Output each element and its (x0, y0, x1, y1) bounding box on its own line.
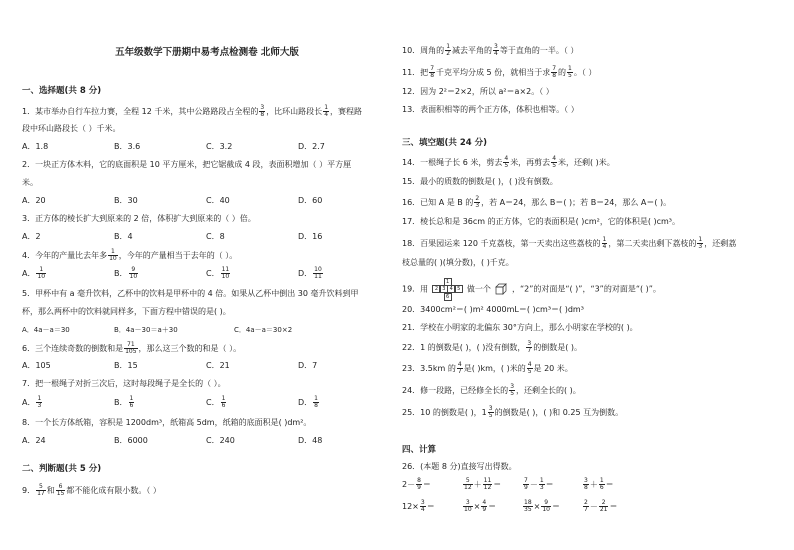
question-25: 25．10 的倒数是( )，1 $\frac{3}{5}$ 的倒数是( )，( )和 0.25 互为倒数。 (402, 405, 624, 419)
calc-item: $\frac{2}{7}$ － $\frac{2}{21}$ ＝ (584, 499, 618, 513)
fraction: $\frac{5}{17}$ (37, 483, 45, 497)
question-8: 8．一个长方体纸箱，容积是 1200dm³，纸箱高 5dm，纸箱的底面积是( )dm²。 (22, 418, 312, 427)
question-16: 16．已知 A 是 B 的 $\frac{2}{3}$ ，若 A＝24，那么 B＝( )；若 B＝24，那么 A＝( )。 (402, 195, 672, 209)
cube-icon (495, 283, 507, 295)
question-2-line1: 2．一块正方体木料，它的底面积是 10 平方厘米，把它锯截成 4 段，表面积增加（ ）平方厘 (22, 160, 352, 169)
question-18-line2: 枝总量的( )(填分数)，( )千克。 (402, 258, 514, 267)
question-5-line2: 杯，那么两杯中的饮料就同样多，下面方程中错误的是( )。 (22, 307, 231, 316)
question-10: 10．周角的 $\frac{1}{2}$ 减去平角的 $\frac{3}{4}$ 等于直角的一半。（ ） (402, 43, 579, 57)
calc-item: $\frac{3}{8}$ ＋ $\frac{1}{6}$ ＝ (584, 477, 614, 491)
question-23: 23．3.5km 的 $\frac{4}{7}$ 是( )km，( )米的 $\frac{4}{5}$ 是 20 米。 (402, 361, 573, 375)
cube-net-figure: 1 2 3 4 5 6 (433, 278, 463, 300)
question-9: 9． $\frac{5}{17}$ 和 $\frac{6}{15}$ 都不能化成有限小数。（ ） (22, 483, 161, 497)
question-2-options: A．20 B．30 C．40 D．60 (22, 196, 323, 205)
question-4-options: A． $\frac{1}{10}$ B． $\frac{9}{10}$ C． $\frac{11}{10}$ D． $\frac{10}{11}$ (22, 266, 322, 280)
question-24: 24．修一段路，已经修全长的 $\frac{3}{5}$ ，还剩全长的( )。 (402, 383, 581, 397)
question-14: 14．一根绳子长 6 米，剪去 $\frac{4}{5}$ 米，再剪去 $\frac{4}{5}$ 米，还剩( )米。 (402, 155, 615, 169)
question-17: 17．棱长总和是 36cm 的正方体，它的表面积是( )cm²，它的体积是( )cm³。 (402, 217, 681, 226)
question-12: 12．因为 2²＝2×2，所以 a²＝a×2。（ ） (402, 87, 554, 96)
question-20: 20．3400cm²＝( )m² 4000mL＝( )cm³＝( )dm³ (402, 305, 584, 314)
question-22: 22．1 的倒数是( )，( )没有倒数， $\frac{3}{7}$ 的倒数是( )。 (402, 340, 583, 354)
question-5-options: A．4a－a＝30 B．4a－30＝a＋30 C．4a－a＝30×2 (22, 326, 293, 334)
question-2-line2: 米。 (22, 178, 38, 187)
question-3-options: A．2 B．4 C．8 D．16 (22, 232, 323, 241)
fraction: $\frac{1}{10}$ (109, 248, 117, 262)
question-8-options: A．24 B．6000 C．240 D．48 (22, 436, 323, 445)
section-choice-heading: 一、选择题(共 8 分) (22, 86, 102, 96)
calc-item: $\frac{3}{10}$ × $\frac{4}{9}$ ＝ (464, 499, 497, 513)
section-fill-heading: 三、填空题(共 24 分) (402, 138, 488, 148)
question-5-line1: 5．甲杯中有 a 毫升饮料，乙杯中的饮料是甲杯中的 4 倍。如果从乙杯中倒出 30 毫升饮料到甲 (22, 289, 359, 298)
question-21: 21．学校在小明家的北偏东 30°方向上，那么小明家在学校的( )。 (402, 323, 638, 332)
fraction: $\frac{6}{15}$ (56, 483, 65, 497)
question-1-line1: 1．某市举办自行车拉力赛，全程 12 千米，其中公路路段占全程的 $\frac{3}{8}$ ，比环山路段长 $\frac{1}{4}$ ，赛程路 (22, 104, 363, 118)
question-7-options: A． $\frac{1}{3}$ B． $\frac{1}{6}$ C． $\frac{1}{6}$ D． $\frac{1}{8}$ (22, 395, 318, 409)
question-18-line1: 18．百果园运来 120 千克荔枝，第一天卖出这些荔枝的 $\frac{1}{4}$ ，第二天卖出剩下荔枝的 $\frac{1}{3}$ ，还剩荔 (402, 236, 737, 250)
question-13: 13．表面积相等的两个正方体，体积也相等。（ ） (402, 105, 579, 114)
section-judge-heading: 二、判断题(共 5 分) (22, 464, 102, 474)
fraction: $\frac{3}{8}$ (260, 104, 265, 118)
question-7: 7．把一根绳子对折三次后，这时每段绳子是全长的（ ）。 (22, 379, 226, 388)
question-3: 3．正方体的棱长扩大到原来的 2 倍，体积扩大到原来的（ ）倍。 (22, 214, 256, 223)
calc-item: $\frac{18}{35}$ × $\frac{9}{10}$ ＝ (524, 499, 560, 513)
question-4: 4．今年的产量比去年多 $\frac{1}{10}$ ，今年的产量相当于去年的（ ）。 (22, 248, 238, 262)
question-1-options: A．1.8 B．3.6 C．3.2 D．2.7 (22, 142, 325, 151)
calc-item: $\frac{7}{9}$ － $\frac{1}{3}$ ＝ (524, 477, 554, 491)
question-26: 26．(本题 8 分)直接写出得数。 (402, 462, 517, 471)
calc-row-1 (402, 477, 774, 493)
calc-item: $\frac{5}{12}$ ＋ $\frac{11}{12}$ ＝ (464, 477, 502, 491)
page-title: 五年级数学下册期中易考点检测卷 北师大版 (115, 47, 299, 58)
fraction: $\frac{1}{4}$ (324, 104, 329, 118)
calc-item: 12× $\frac{3}{4}$ ＝ (402, 499, 435, 513)
fraction: $\frac{71}{105}$ (125, 341, 137, 355)
question-15: 15．最小的质数的倒数是( )，( )没有倒数。 (402, 177, 558, 186)
calc-row-2 (402, 499, 774, 515)
section-calc-heading: 四、计算 (402, 445, 437, 455)
question-11: 11．把 $\frac{7}{8}$ 千克平均分成 5 份，就相当于求 $\frac{7}{8}$ 的 $\frac{1}{5}$ 。（ ） (402, 65, 597, 79)
question-1-line2: 段中环山路段长（ ）千米。 (22, 124, 121, 133)
question-6: 6．三个连续奇数的倒数和是 $\frac{71}{105}$ ，那么这三个数的和是（ ）。 (22, 341, 242, 355)
calc-item: 2－ $\frac{8}{9}$ ＝ (402, 477, 431, 491)
question-19: 19．用 1 2 3 4 5 6 做一个 ，“2”的对面是“( )”，“3”的对面是“( )”。 (402, 278, 661, 300)
question-6-options: A．105 B．15 C．21 D．7 (22, 361, 318, 370)
